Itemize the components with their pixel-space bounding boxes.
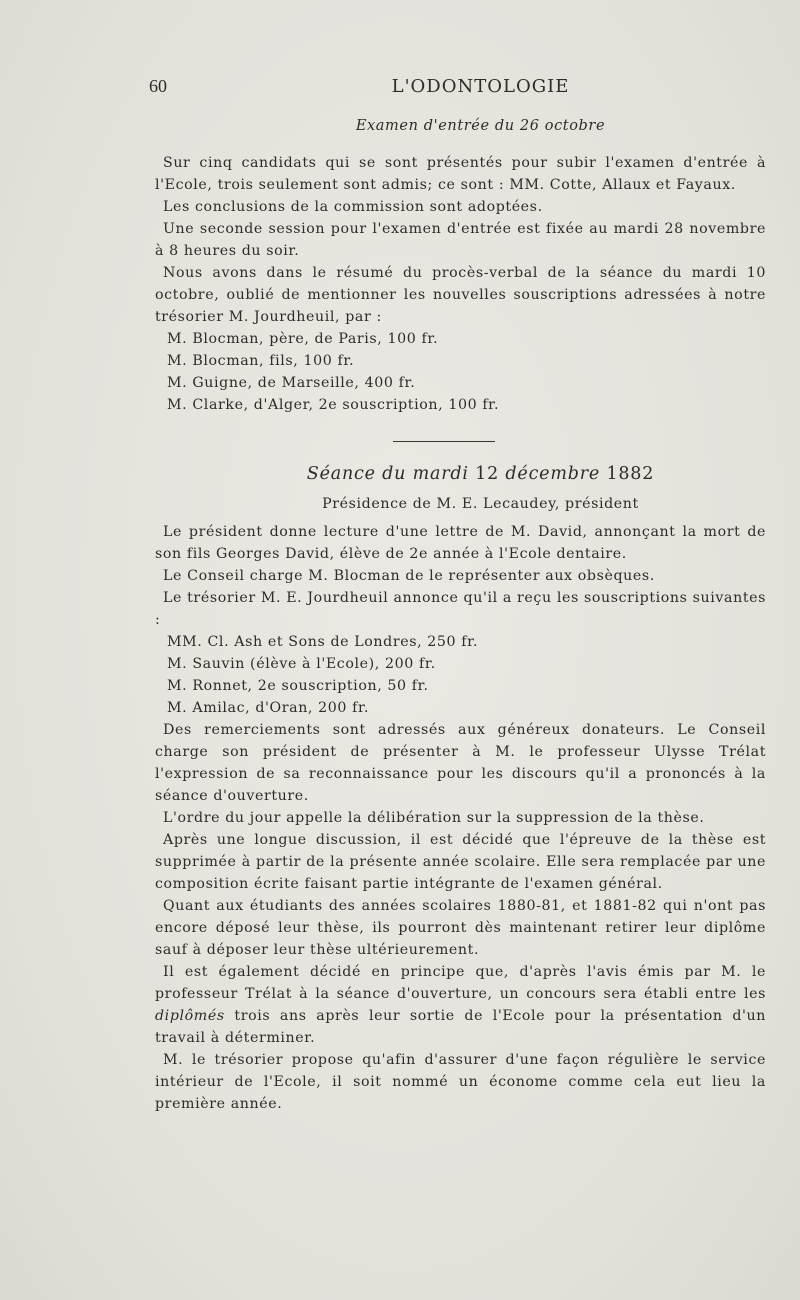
paragraph: Le Conseil charge M. Blocman de le représenter aux obsèques. — [163, 568, 655, 584]
session-heading-label: Séance du mardi — [306, 464, 469, 484]
section-divider — [393, 441, 495, 442]
subscription-line: M. Guigne, de Marseille, 400 fr. — [167, 375, 416, 391]
paragraph: Le président donne lecture d'une lettre de M. David, annonçant la mort de son fils Georges David, élève de 2e année à l'Ecole dentaire. — [155, 524, 766, 562]
paragraph: Le trésorier M. E. Jourdheuil annonce qu'il a reçu les souscriptions suivantes : — [155, 590, 766, 628]
paragraph: Des remerciements sont adressés aux généreux donateurs. Le Conseil charge son président de présenter à M. le professeur Ulysse Trélat l'expression de sa reconnaissance pour les discours qu'il a prononcés à la séance d'ouverture. — [155, 722, 766, 804]
paragraph: M. le trésorier propose qu'afin d'assurer d'une façon régulière le service intérieur de l'Ecole, il soit nommé un économe comme cela eut lieu la première année. — [155, 1052, 766, 1112]
subscription-line: M. Blocman, fils, 100 fr. — [167, 353, 355, 369]
subscription-line: M. Clarke, d'Alger, 2e souscription, 100 fr. — [167, 397, 500, 413]
section-heading-session — [195, 464, 766, 484]
subscription-line: M. Sauvin (élève à l'Ecole), 200 fr. — [167, 656, 436, 672]
subscription-line: MM. Cl. Ash et Sons de Londres, 250 fr. — [167, 634, 479, 650]
paragraph: Nous avons dans le résumé du procès-verbal de la séance du mardi 10 octobre, oublié de mentionner les nouvelles souscriptions adressées à notre trésorier M. Jourdheuil, par : — [155, 265, 766, 325]
presidency-line: Présidence de M. E. Lecaudey, président — [322, 496, 639, 512]
journal-title: L'ODONTOLOGIE — [391, 76, 570, 97]
session-heading-day: 12 — [475, 464, 500, 484]
paragraph: Après une longue discussion, il est décidé que l'épreuve de la thèse est supprimée à partir de la présente année scolaire. Elle sera remplacée par une composition écrite faisant partie intégrante de l'examen général. — [155, 832, 766, 892]
section-heading-entrance-exam: Examen d'entrée du 26 octobre — [355, 118, 606, 134]
paragraph: Quant aux étudiants des années scolaires 1880-81, et 1881-82 qui n'ont pas encore déposé leur thèse, ils pourront dès maintenant retirer leur diplôme sauf à déposer leur thèse ultérieurement. — [155, 898, 766, 958]
paragraph-text: trois ans après leur sortie de l'Ecole pour la présentation d'un travail à déterminer. — [155, 1008, 766, 1046]
subscription-line: M. Ronnet, 2e souscription, 50 fr. — [167, 678, 429, 694]
paragraph: L'ordre du jour appelle la délibération sur la suppression de la thèse. — [163, 810, 705, 826]
subscription-line: M. Blocman, père, de Paris, 100 fr. — [167, 331, 439, 347]
subscription-line: M. Amilac, d'Oran, 200 fr. — [167, 700, 369, 716]
page-number: 60 — [149, 76, 167, 96]
running-header — [149, 68, 766, 104]
paragraph: Les conclusions de la commission sont adoptées. — [163, 199, 543, 215]
session-heading-year: 1882 — [606, 464, 655, 484]
paragraph — [155, 961, 766, 1049]
paragraph: Une seconde session pour l'examen d'entrée est fixée au mardi 28 novembre à 8 heures du soir. — [155, 221, 766, 259]
paragraph-text: Il est également décidé en principe que, d'après l'avis émis par M. le professeur Trélat à la séance d'ouverture, un concours sera établi entre les — [155, 964, 766, 1002]
paragraph-italic-word: diplômés — [155, 1008, 225, 1024]
session-heading-month: décembre — [505, 464, 601, 484]
paragraph: Sur cinq candidats qui se sont présentés pour subir l'examen d'entrée à l'Ecole, trois seulement sont admis; ce sont : MM. Cotte, Allaux et Fayaux. — [155, 155, 766, 193]
